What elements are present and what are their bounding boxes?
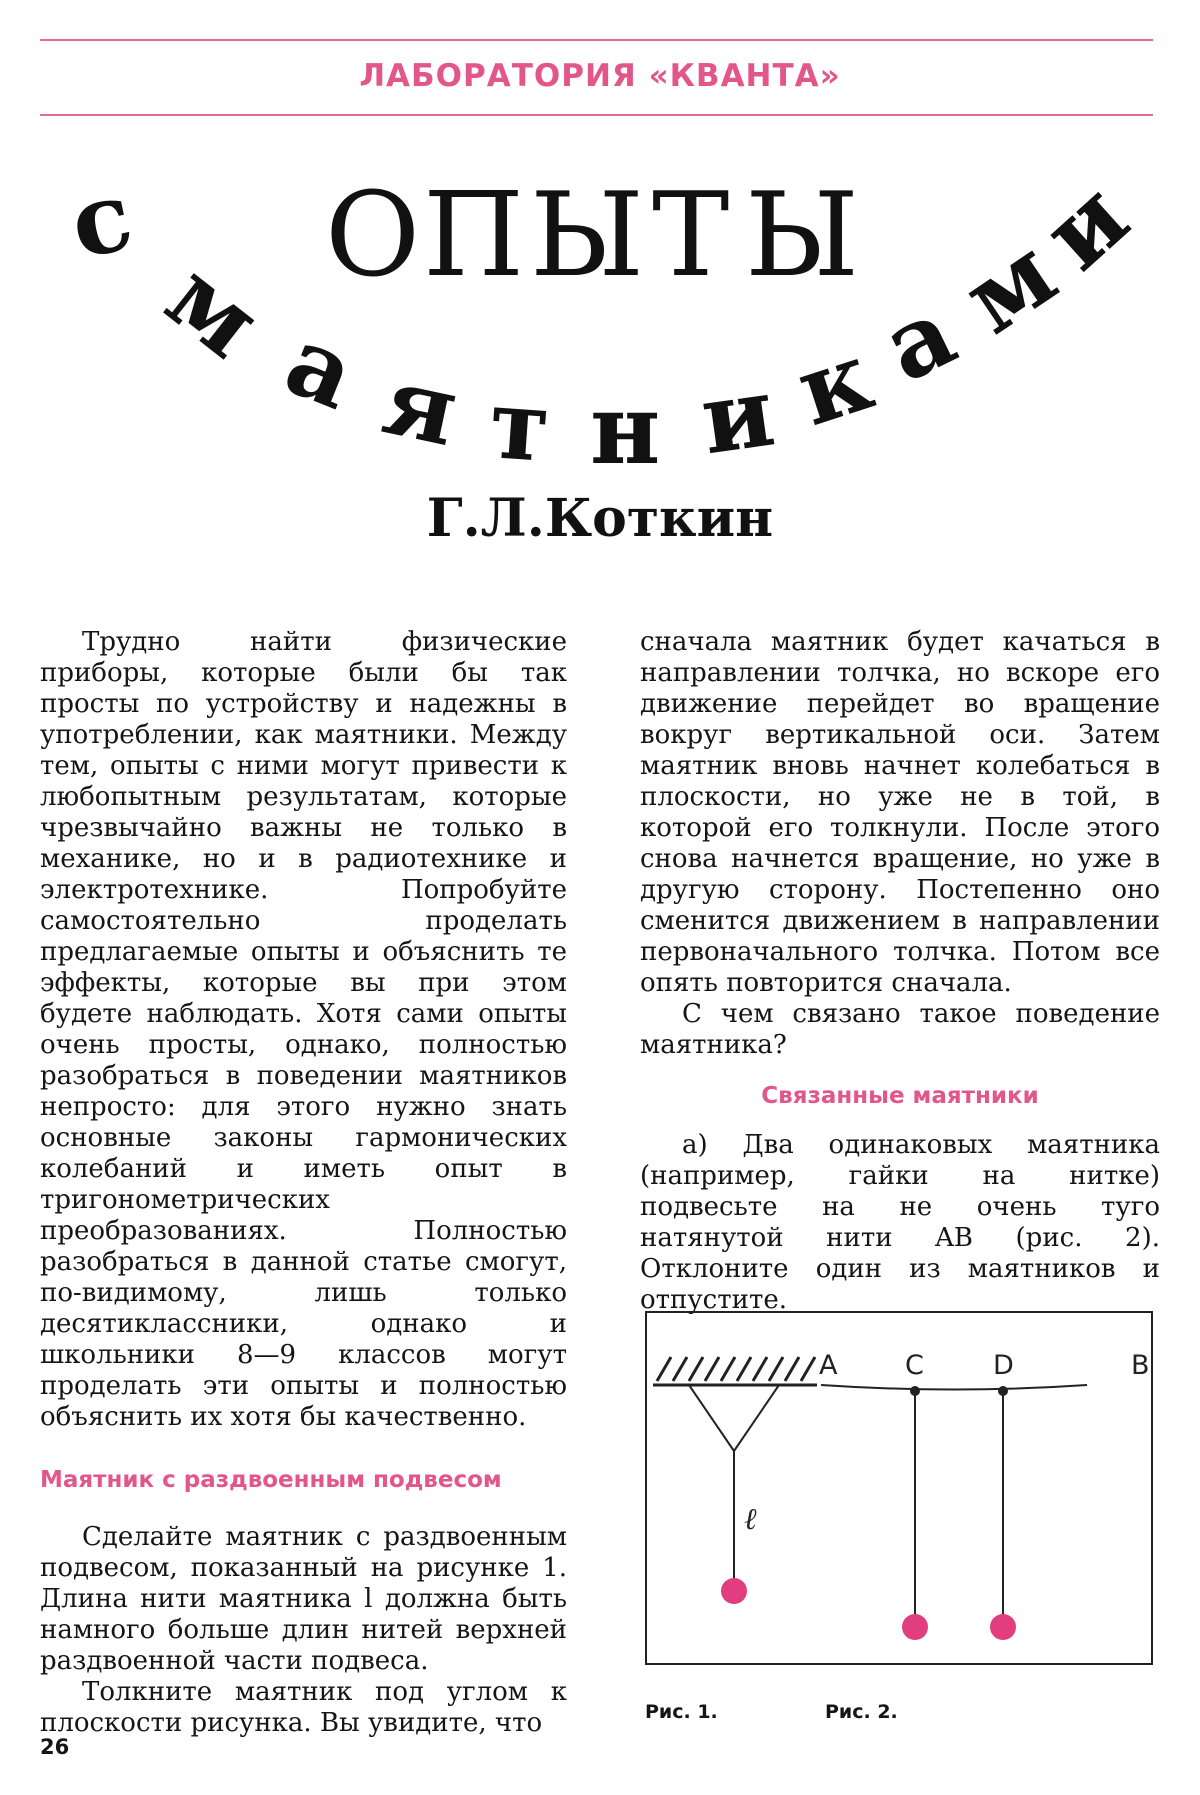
title-letter: и [694, 354, 781, 477]
paragraph-split-suspension: Сделайте маятник с раздвоенным подвесом, показанный на рисунке 1. Длина нити маятника l должна быть намного больше длин нитей верхней раздвоенной части подвеса. [40, 1522, 567, 1676]
title-letter: т [486, 367, 554, 484]
label-d: D [993, 1350, 1014, 1381]
left-column [40, 627, 567, 1739]
label-c: C [905, 1350, 924, 1381]
pendulum-bob-c [902, 1614, 928, 1640]
title-letter: я [374, 342, 467, 469]
split-suspension [689, 1385, 779, 1589]
title-letter: м [146, 239, 282, 380]
subheading-coupled-pendulums: Связанные маятники [761, 1083, 1039, 1109]
label-b: B [1131, 1350, 1150, 1381]
ceiling-hatch [653, 1357, 817, 1385]
pendulum-figure [645, 1311, 1153, 1665]
right-column [640, 627, 1160, 1316]
section-header: ЛАБОРАТОРИЯ «КВАНТА» [359, 58, 841, 94]
title-letter: с [60, 158, 142, 281]
pendulum-bob [721, 1578, 747, 1604]
title-letter: м [943, 215, 1076, 356]
title-letter: Ы [745, 168, 860, 303]
header-rule-top [40, 39, 1153, 41]
paragraph-coupled: а) Два одинаковых маятника (например, гайки на нитке) подвесьте на не очень туго натянутой нити AB (рис. 2). Отклоните один из маятников и отпустите. [640, 1130, 1160, 1315]
label-length: ℓ [744, 1502, 757, 1537]
label-a: A [819, 1350, 838, 1381]
paragraph-question: С чем связано такое поведение маятника? [640, 999, 1160, 1060]
title-letter: Ы [530, 168, 645, 303]
title-letter: а [271, 303, 372, 432]
title-letter: а [866, 275, 972, 404]
subheading-split-suspension: Маятник с раздвоенным подвесом [40, 1467, 502, 1493]
title-letter: и [1021, 159, 1150, 292]
knot-d [998, 1386, 1008, 1396]
title-letter: к [784, 319, 885, 448]
paragraph-push: Толкните маятник под углом к плоскости рисунка. Вы увидите, что [40, 1677, 567, 1738]
string-ab [821, 1385, 1087, 1390]
figure-frame [646, 1312, 1152, 1664]
author-name: Г.Л.Коткин [426, 488, 774, 549]
paragraph-continued: сначала маятник будет качаться в направлении толчка, но вскоре его движение перейдет во вращение вокруг вертикальной оси. Затем маятник вновь начнет колебаться в плоскости, но уже не в той, в которой его толкнули. После этого снова начнется вращение, но уже в другую сторону. Постепенно оно сменится движением в направлении первоначального толчка. Потом все опять повторится сначала. [640, 627, 1160, 998]
intro-paragraph: Трудно найти физические приборы, которые были бы так просты по устройству и надежны в употреблении, как маятники. Между тем, опыты с ними могут привести к любопытным результатам, которые чрезвычайно важны не только в механике, но и в радиотехнике и электротехнике. Попробуйте самостоятельно проделать предлагаемые опыты и объяснить те эффекты, которые вы при этом будете наблюдать. Хотя сами опыты очень просты, однако, полностью разобраться в поведении маятников непросто: для этого нужно знать основные законы гармонических колебаний и иметь опыт в тригонометрических преобразованиях. Полностью разобраться в данной статье смогут, по-видимому, лишь только десятиклассники, однако и школьники 8—9 классов могут проделать эти опыты и полностью объяснить их хотя бы качественно. [40, 627, 567, 1432]
page-number: 26 [40, 1735, 70, 1759]
title-letter: Т [652, 168, 730, 303]
knot-c [910, 1386, 920, 1396]
title-letter: О [325, 168, 421, 303]
figure-caption-2: Рис. 2. [825, 1701, 898, 1723]
header-rule-bottom [40, 114, 1153, 116]
title-letter: н [590, 373, 661, 486]
figure-caption-1: Рис. 1. [645, 1701, 718, 1723]
pendulum-bob-d [990, 1614, 1016, 1640]
title-letter: П [423, 168, 525, 303]
